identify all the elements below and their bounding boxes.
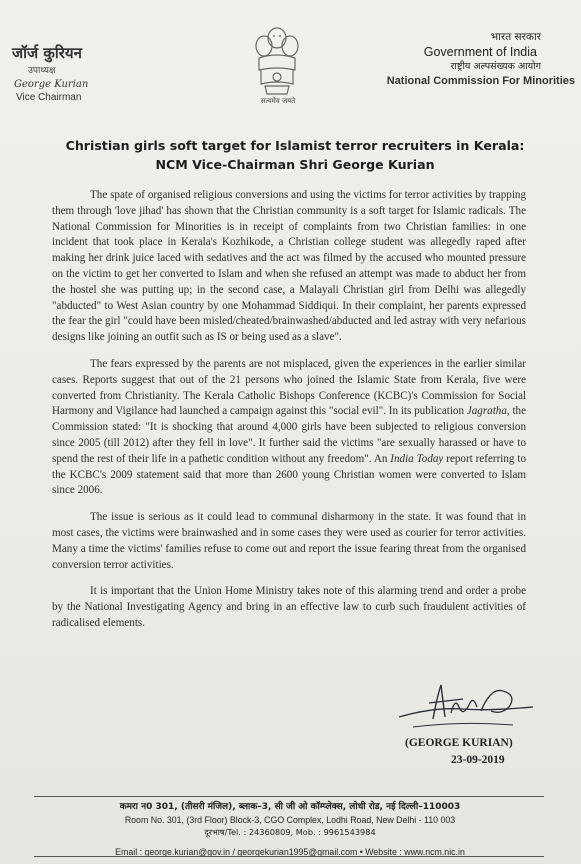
letter-body xyxy=(52,188,526,643)
magazine-name: India Today xyxy=(390,452,444,465)
footer-contact: Email : george.kurian@gov.in / georgekurian1995@gmail.com • Website : www.ncm.nic.in xyxy=(115,847,465,857)
publication-name: Jagratha xyxy=(466,405,507,418)
paragraph-2-part-b: , the Commission stated: "It is shocking that around 4,000 girls have been subjected to religious conversion since 2005 (till 2012) after they fell in love". It further said the victims "are sexually harassed or have to spend the rest of their life in a pathetic condition without any freedom". An xyxy=(52,405,526,465)
footer-bottom-divider xyxy=(34,856,544,857)
paragraph-4: It is important that the Union Home Ministry takes note of this alarming trend and order a probe by the National Investigating Agency and bring in an effective law to curb such fraudulent activities of radicalised elements. xyxy=(52,585,526,629)
heading-line-2: NCM Vice-Chairman Shri George Kurian xyxy=(155,157,435,172)
letterhead-footer xyxy=(40,800,540,858)
printed-signature: George Kurian xyxy=(14,79,89,90)
signatory-name: (GEORGE KURIAN) xyxy=(405,737,513,749)
government-english: Government of India xyxy=(423,45,537,59)
press-release-heading xyxy=(30,136,560,174)
title-hindi: उपाध्यक्ष xyxy=(28,66,56,76)
commission-english: National Commission For Minorities xyxy=(386,75,575,87)
emblem-motto: सत्यमेव जयते xyxy=(260,97,296,105)
paragraph-3: The issue is serious as it could lead to communal disharmony in the state. It was found that in most cases, the victims were brainwashed and in some cases they were used as courier for terror activities. Many a time the victims' families refuse to come out and report the issue fearing threat from the organised conversion terror activities. xyxy=(52,511,526,571)
paragraph-2 xyxy=(52,357,526,499)
government-hindi: भारत सरकार xyxy=(490,31,541,43)
heading-line-1: Christian girls soft target for Islamist terror recruiters in Kerala: xyxy=(65,138,525,153)
footer-phone: दूरभाष/Tel. : 24360809, Mob. : 9961543984 xyxy=(204,827,376,837)
footer-address-hindi: कमरा न0 301, (तीसरी मंजिल), ब्लाक–3, सी जी ओ कॉम्प्लेक्स, लोधी रोड, नई दिल्ली–110003 xyxy=(119,802,461,812)
title-english: Vice Chairman xyxy=(16,92,82,103)
paragraph-2-part-c: report referring to the KCBC's 2009 statement said that more than 2600 young Christian women were converted to Islam since 2006. xyxy=(52,452,527,497)
handwritten-signature xyxy=(393,677,543,737)
paragraph-2-part-a: The fears expressed by the parents are not misplaced, given the experiences in the earlier similar cases. Reports suggest that out of the 21 persons who joined the Islamic State from Kerala, five were converted from Christianity. The Kerala Catholic Bishops Conference (KCBC)'s Commission for Social Harmony and Vigilance had launched a campaign against this "social evil". In its publication xyxy=(52,357,526,418)
commission-hindi: राष्ट्रीय अल्पसंख्यक आयोग xyxy=(450,61,541,72)
footer-address-english: Room No. 301, (3rd Floor) Block-3, CGO Complex, Lodhi Road, New Delhi - 110 003 xyxy=(124,815,456,825)
letterhead-left-block xyxy=(12,44,132,103)
paragraph-1: The spate of organised religious conversions and using the victims for terror activities by trapping them through 'love jihad' has shown that the Christian community is a soft target for Islamic radicals. The National Commission for Minorities is in receipt of complaints from two Christian families: in one incident that took place in Kerala's Kozhikode, a Christian college student was allegedly raped after making her drink juice laced with sedatives and the act was filmed by the accused who mounted pressure on the victim to get her converted to Islam and when she refused an attempt was made to abduct her from the hostel she was putting up; in the second case, a Malayali Christian girl from Delhi was allegedly "abducted" to West Asian country by one Mohammad Siddiqui. In their complaint, her parents expressed the fear the girl "could have been misled/cheated/brainwashed/abducted and led astray with very nefarious designs like joining an outfit such as IS or being used as a slave". xyxy=(52,189,526,344)
letterhead-right-block xyxy=(350,30,575,89)
name-hindi: जॉर्ज कुरियन xyxy=(12,44,82,62)
footer-divider xyxy=(34,796,544,797)
signature-date: 23-09-2019 xyxy=(451,754,505,766)
